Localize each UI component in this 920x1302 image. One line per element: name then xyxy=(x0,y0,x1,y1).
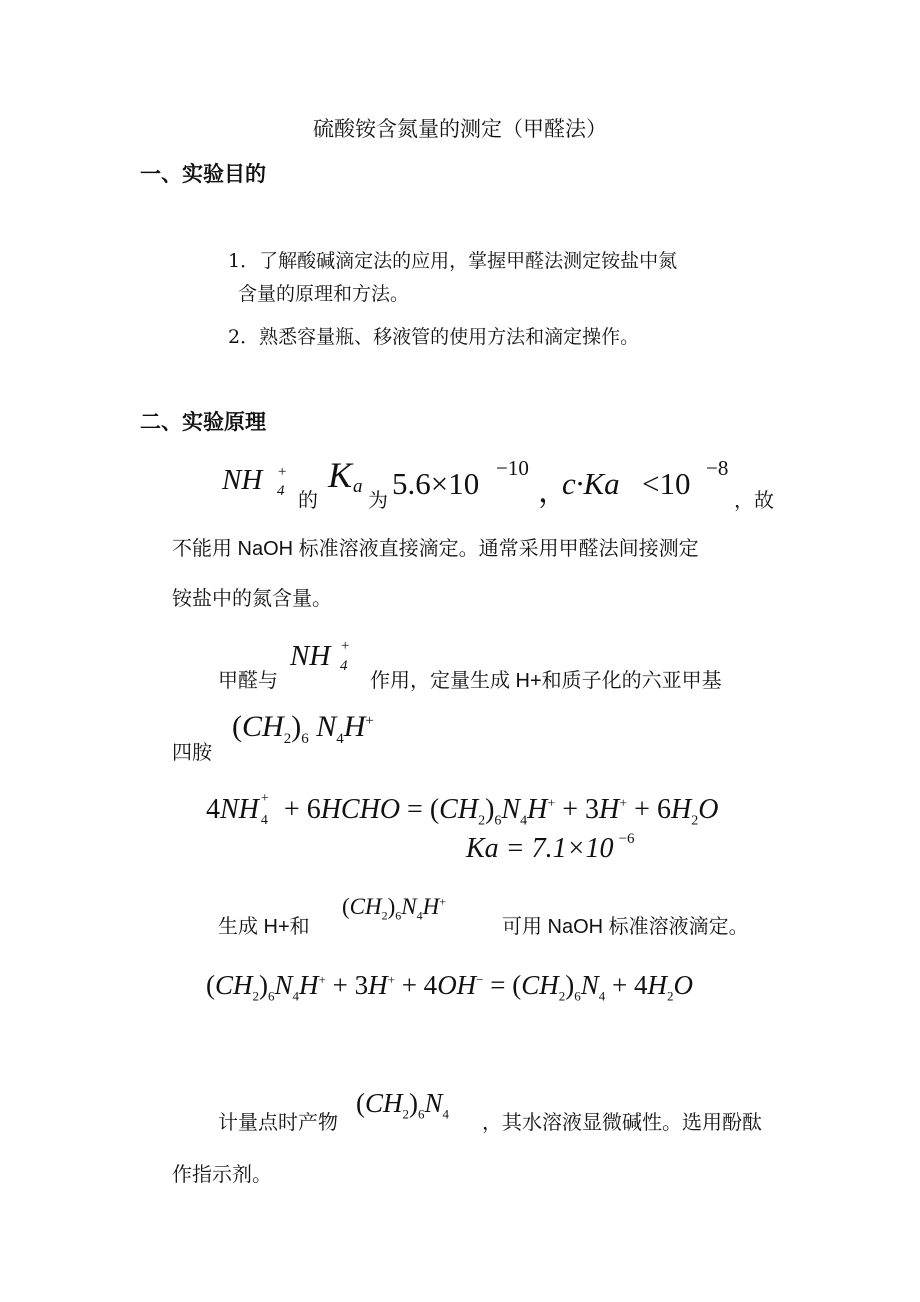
ka-comma: ， xyxy=(538,474,569,509)
equation-1-ka-value: Ka = 7.1×10 xyxy=(466,833,614,864)
principle-p4-post: ，其水溶液显微碱性。选用酚酞 xyxy=(482,1112,762,1134)
section-heading-principle: 二、实验原理 xyxy=(140,409,266,434)
ka-tail: ，故 xyxy=(734,490,774,512)
cka-lt: <10 xyxy=(642,466,691,501)
purpose-item-1-line1: 1．了解酸碱滴定法的应用，掌握甲醛法测定铵盐中氮 xyxy=(228,250,678,272)
hexamine-h-inline: $(CH_2)_6N_4H^+$ xyxy=(342,894,447,923)
nh4-subscript: 4 xyxy=(277,483,285,499)
principle-p2-line2: 四胺 xyxy=(172,742,212,764)
principle-p4-pre: 计量点时产物 xyxy=(218,1112,338,1134)
page-title: 硫酸铵含氮量的测定（甲醛法） xyxy=(313,117,607,141)
nh4-formula: NH xyxy=(222,464,263,496)
hexamine-inline: $(CH_2)_6N_4$ xyxy=(356,1088,450,1122)
hexamine-h-formula: $(CH_2)_6$ $N_4H^+$ xyxy=(232,710,374,747)
purpose-item-2: 2．熟悉容量瓶、移液管的使用方法和滴定操作。 xyxy=(228,326,640,348)
ka-subscript: a xyxy=(353,476,363,497)
ka-value: 5.6×10 xyxy=(392,466,480,501)
equation-1-ka xyxy=(466,833,635,867)
section-heading-purpose: 一、实验目的 xyxy=(140,161,266,186)
equation-1: 4NH + 4 + 6HCHO = $(CH_2)_6N_4H^+ + 3H^+ + 6H_2O$ xyxy=(206,790,719,829)
principle-p1-line2: 不能用 NaOH 标准溶液直接滴定。通常采用甲醛法间接测定 xyxy=(172,538,699,560)
principle-p2-pre: 甲醛与 xyxy=(218,670,278,692)
ka-value-exp: −10 xyxy=(496,456,529,480)
ka-wei-text: 为 xyxy=(368,490,388,512)
ka-symbol: K xyxy=(328,455,353,495)
equation-1-ka-exp: −6 xyxy=(618,831,635,847)
cka-exp: −8 xyxy=(706,456,729,480)
principle-p3-post: 可用 NaOH 标准溶液滴定。 xyxy=(502,916,749,938)
cka-expression: c·Ka xyxy=(562,466,620,501)
principle-p4-line2: 作指示剂。 xyxy=(172,1164,272,1186)
equation-2: $(CH_2)_6N_4H^+ + 3H^+ + 4OH^- = (CH_2)_6N_4 + 4H_2O$ xyxy=(206,970,694,1004)
principle-p3-pre: 生成 H+和 xyxy=(218,916,310,938)
nh4-charge: + xyxy=(277,464,288,480)
principle-p2-post: 作用，定量生成 H+和质子化的六亚甲基 xyxy=(370,670,722,692)
ka-de-text: 的 xyxy=(298,490,318,512)
purpose-item-1-line2: 含量的原理和方法。 xyxy=(238,283,410,305)
principle-p1-line3: 铵盐中的氮含量。 xyxy=(172,588,332,610)
